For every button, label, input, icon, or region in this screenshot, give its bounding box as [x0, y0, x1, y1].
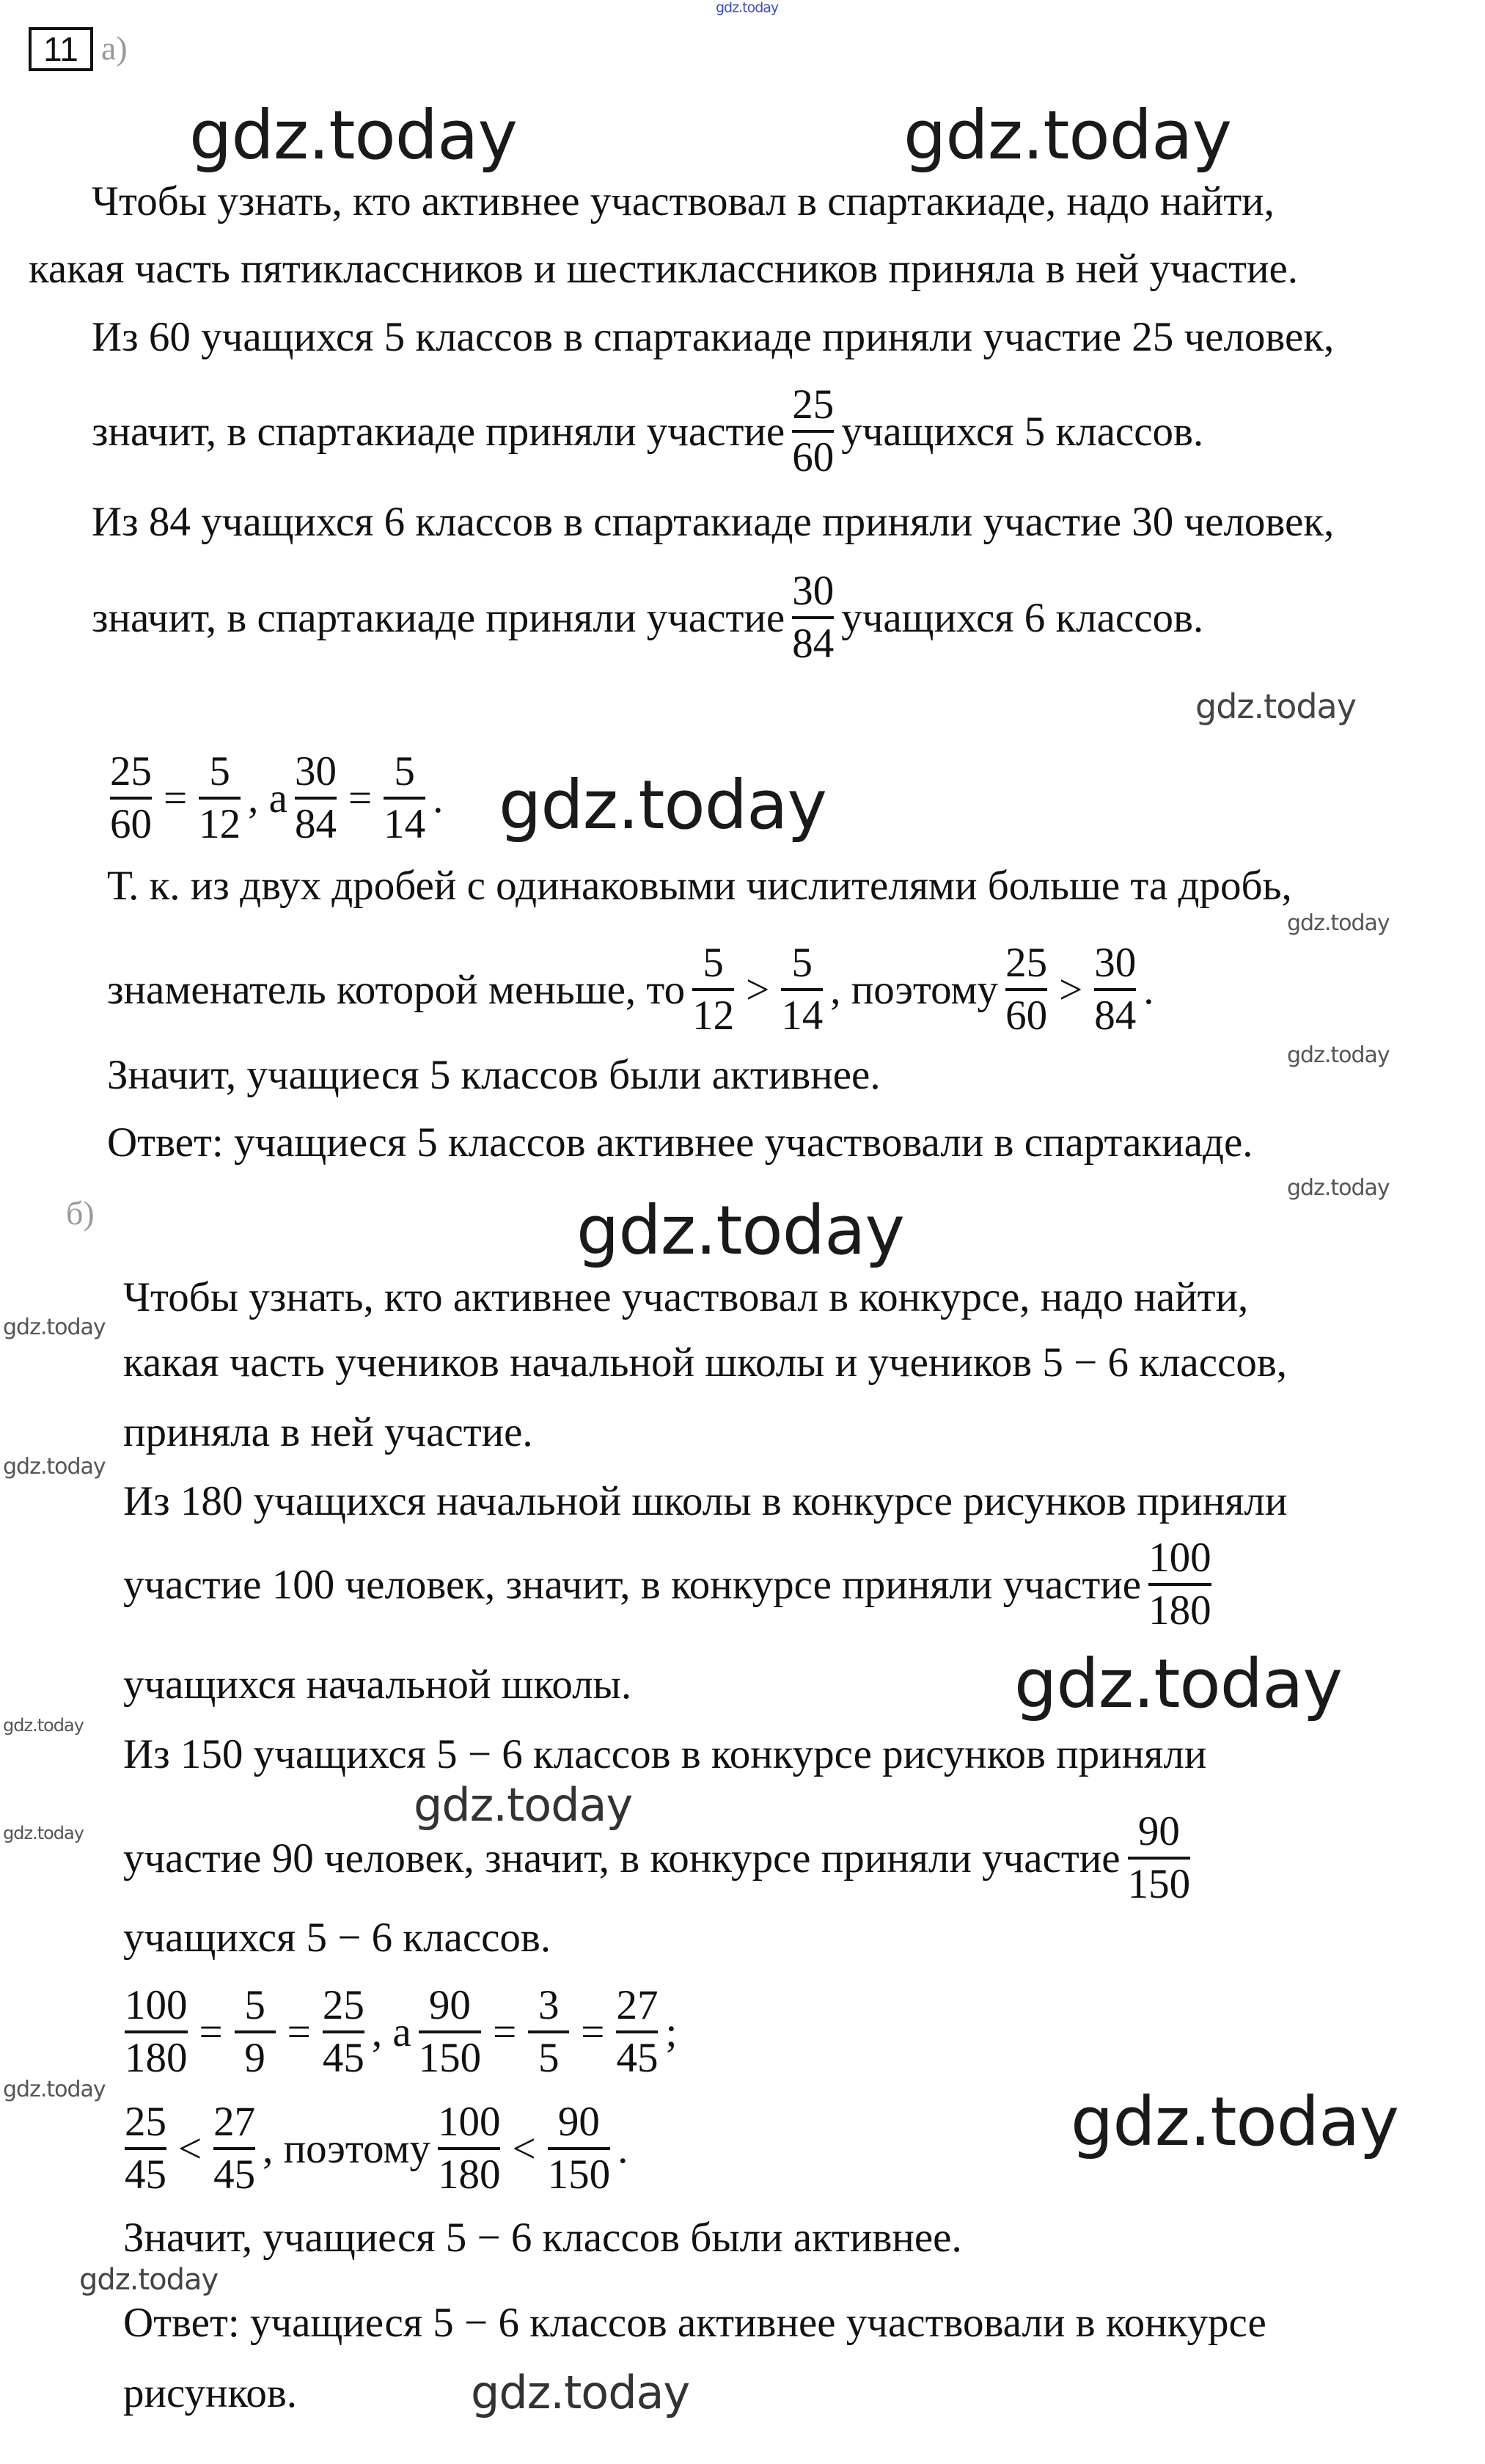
text-line: участие 100 человек, значит, в конкурсе приняли участие 100 180	[123, 1535, 1211, 1634]
text-line: приняла в ней участие.	[123, 1408, 533, 1455]
watermark: gdz.today	[716, 0, 779, 16]
watermark: gdz.today	[414, 1778, 633, 1832]
watermark: gdz.today	[1195, 687, 1356, 726]
answer-line: Ответ: учащиеся 5 классов активнее участвовали в спартакиаде.	[107, 1119, 1253, 1166]
watermark: gdz.today	[499, 766, 826, 844]
text-line: Из 60 учащихся 5 классов в спартакиаде приняли участие 25 человек,	[92, 313, 1335, 360]
equation-line: 25 45 < 27 45 , поэтому 100 180 < 90 150 .	[125, 2099, 628, 2198]
fraction: 25 45	[322, 1982, 364, 2081]
watermark: gdz.today	[576, 1191, 904, 1270]
fraction: 27 45	[616, 1982, 659, 2081]
watermark: gdz.today	[1014, 1645, 1342, 1723]
fraction: 5 12	[692, 940, 735, 1039]
text-line: Значит, учащиеся 5 − 6 классов были активнее.	[123, 2214, 962, 2261]
text-line: Значит, учащиеся 5 классов были активнее.	[107, 1051, 881, 1098]
fraction: 25 60	[110, 748, 152, 847]
watermark: gdz.today	[1071, 2083, 1398, 2161]
part-a-label: а)	[101, 29, 128, 67]
text-line: Чтобы узнать, кто активнее участвовал в конкурсе, надо найти,	[123, 1273, 1249, 1320]
part-b-label: б)	[66, 1194, 95, 1232]
text-line: значит, в спартакиаде приняли участие 30 84 учащихся 6 классов.	[92, 568, 1204, 667]
watermark: gdz.today	[903, 96, 1231, 175]
watermark: gdz.today	[1287, 1175, 1390, 1201]
equation-line: 100 180 = 5 9 = 25 45 , а 90 150 = 3 5 = 27 45 ;	[125, 1982, 678, 2081]
text-line: учащихся начальной школы.	[123, 1661, 632, 1708]
fraction: 100 180	[125, 1982, 188, 2081]
fraction: 5 14	[781, 940, 824, 1039]
fraction: 25 60	[792, 381, 835, 480]
fraction: 5 14	[384, 748, 426, 847]
text-line: Из 150 учащихся 5 − 6 классов в конкурсе рисунков приняли	[123, 1730, 1207, 1777]
text-line: Из 84 учащихся 6 классов в спартакиаде приняли участие 30 человек,	[92, 498, 1335, 545]
text-line: участие 90 человек, значит, в конкурсе приняли участие 90 150	[123, 1808, 1191, 1907]
fraction: 90 150	[547, 2099, 611, 2198]
text-line: учащихся 5 − 6 классов.	[123, 1914, 551, 1961]
fraction: 90 150	[418, 1982, 482, 2081]
watermark: gdz.today	[471, 2366, 690, 2419]
task-number: 11	[29, 27, 93, 71]
fraction: 100 180	[1148, 1535, 1211, 1634]
fraction: 25 45	[125, 2099, 166, 2198]
text-line: Из 180 учащихся начальной школы в конкурсе рисунков приняли	[123, 1477, 1288, 1524]
watermark: gdz.today	[189, 96, 517, 175]
fraction: 30 84	[1094, 940, 1137, 1039]
equation-line: знаменатель которой меньше, то 5 12 > 5 14 , поэтому 25 60 > 30 84 .	[107, 940, 1154, 1039]
fraction: 5 12	[199, 748, 241, 847]
fraction: 25 60	[1005, 940, 1048, 1039]
watermark: gdz.today	[3, 1823, 84, 1843]
watermark: gdz.today	[1287, 910, 1390, 936]
fraction: 30 84	[294, 748, 337, 847]
text-line: значит, в спартакиаде приняли участие 25 60 учащихся 5 классов.	[92, 381, 1204, 480]
equation-line: 25 60 = 5 12 , а 30 84 = 5 14 .	[110, 748, 444, 847]
text-line: какая часть учеников начальной школы и учеников 5 − 6 классов,	[123, 1339, 1287, 1386]
answer-line: Ответ: учащиеся 5 − 6 классов активнее участвовали в конкурсе	[123, 2299, 1266, 2346]
fraction: 100 180	[437, 2099, 501, 2198]
watermark: gdz.today	[79, 2263, 219, 2297]
text-line: Т. к. из двух дробей с одинаковыми числителями больше та дробь,	[107, 862, 1292, 909]
watermark: gdz.today	[1287, 1042, 1390, 1068]
fraction: 30 84	[792, 568, 835, 667]
fraction: 5 9	[235, 1984, 276, 2080]
answer-line: рисунков.	[123, 2369, 298, 2416]
watermark: gdz.today	[3, 2077, 106, 2102]
watermark: gdz.today	[3, 1454, 106, 1480]
fraction: 3 5	[528, 1984, 569, 2080]
text-line: Чтобы узнать, кто активнее участвовал в спартакиаде, надо найти,	[92, 178, 1275, 224]
watermark: gdz.today	[3, 1315, 106, 1340]
fraction: 27 45	[213, 2099, 256, 2198]
watermark: gdz.today	[3, 1715, 84, 1736]
fraction: 90 150	[1127, 1808, 1191, 1907]
text-line: какая часть пятиклассников и шестиклассников приняла в ней участие.	[29, 245, 1299, 292]
